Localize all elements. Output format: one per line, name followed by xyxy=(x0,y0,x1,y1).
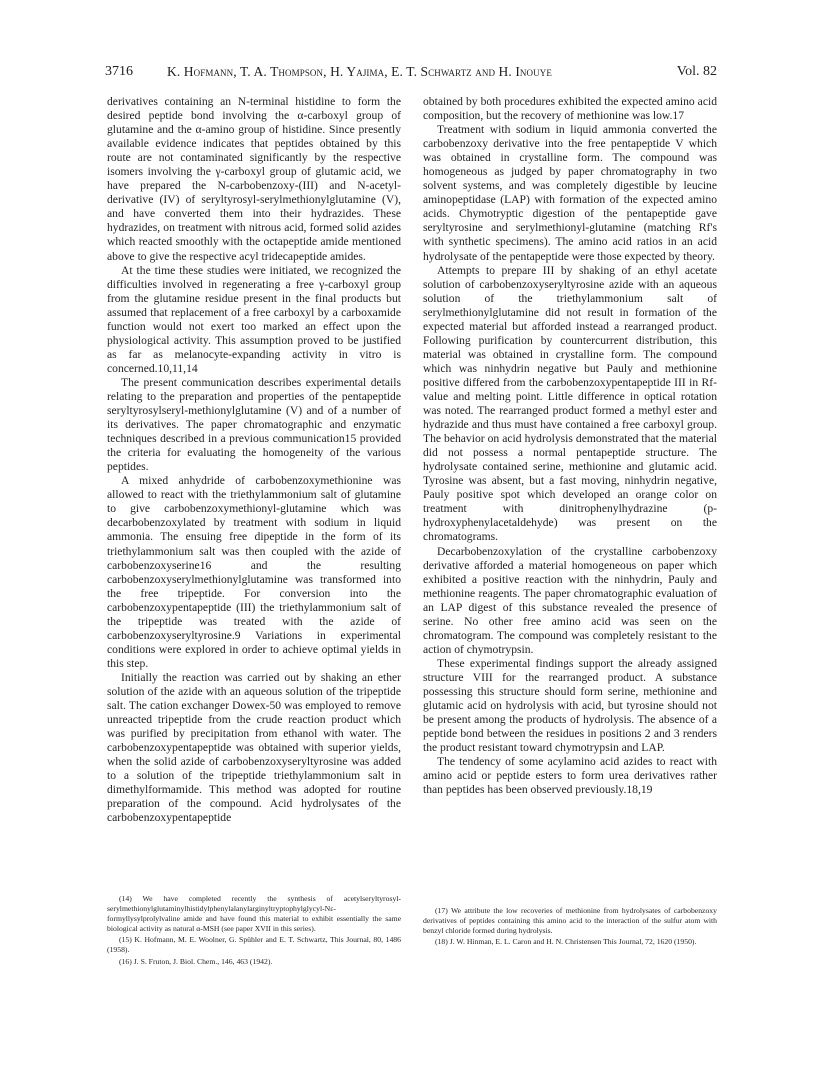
paragraph: The present communication describes experimental details relating to the preparation and properties of the pentapeptide seryltyrosylseryl-methionylglutamine (V) and of a number of its derivatives. The paper chromatographic and enzymatic techniques described in a previous communication15 provided the criteria for evaluating the homogeneity of the various peptides. xyxy=(107,375,401,474)
footnote: (14) We have completed recently the synthesis of acetylseryltyrosyl-serylmethionylglutaminylhistidylphenylalanylarginyltryptophylglycyl-Nε-formyllysylprolylvaline amide and have found this material to exhibit essentially the same biological activity as natural α-MSH (see paper XVII in this series). xyxy=(107,894,401,934)
paragraph: Treatment with sodium in liquid ammonia converted the carbobenzoxy derivative into the free pentapeptide V which was obtained in crystalline form. The compound was homogeneous as judged by paper chromatography in two solvent systems, and was completely digestible by leucine aminopeptidase (LAP) with formation of the expected amino acids. Chymotryptic digestion of the pentapeptide gave seryltyrosine and serylmethionyl-glutamine (matching Rf's with synthetic specimens). The amino acid ratios in an acid hydrolysate of the pentapeptide were those expected by theory. xyxy=(423,123,717,263)
right-column xyxy=(423,95,717,797)
paragraph: derivatives containing an N-terminal histidine to form the desired peptide bond involving the α-carboxyl group of glutamine and the α-amino group of histidine. Since presently available evidence indicates that peptides obtained by this route are not contaminated significantly by the respective isomers involving the γ-carboxyl group of glutamic acid, we have prepared the N-carbobenzoxy-(III) and N-acetyl-derivative (IV) of seryltyrosyl-serylmethionylglutamine (V), and have converted them into their hydrazides. These hydrazides, on treatment with nitrous acid, formed solid azides which reacted smoothly with the octapeptide amide mentioned above to give the respective acyl tridecapeptide amides. xyxy=(107,95,401,263)
paragraph: Decarbobenzoxylation of the crystalline carbobenzoxy derivative afforded a material homogeneous on paper which exhibited a positive reaction with the ninhydrin, Pauly and methionine reagents. The paper chromatographic evaluation of an LAP digest of this substance revealed the presence of serine. No other free amino acid was seen on the chromatogram. The compound was completely resistant to the action of chymotrypsin. xyxy=(423,544,717,656)
paragraph: These experimental findings support the already assigned structure VIII for the rearranged product. A substance possessing this structure should form serine, methionine and glutamic acid on hydrolysis with acid, but tyrosine should not be present among the products of hydrolysis. The absence of a peptide bond between the residues in positions 2 and 3 renders the product resistant toward chymotrypsin and LAP. xyxy=(423,656,717,755)
paragraph: The tendency of some acylamino acid azides to react with amino acid or peptide esters to form urea derivatives rather than peptides has been observed previously.18,19 xyxy=(423,755,717,797)
paragraph: Attempts to prepare III by shaking of an ethyl acetate solution of carbobenzoxyseryltyrosine azide with an aqueous solution of the triethylammonium salt of serylmethionylglutamine did not result in formation of the expected material but afforded instead a rearranged product. Following purification by countercurrent distribution, this material was obtained in crystalline form. The compound which was ninhydrin negative but Pauly and methionine positive differed from the carbobenzoxypentapeptide III in Rf-value and melting point. Little difference in optical rotation was noted. The rearranged product formed a methyl ester and hydrazide and thus must have contained a free carboxyl group. The behavior on acid hydrolysis demonstrated that the material did not possess a normal pentapeptide structure. The hydrolysate contained serine, methionine and glutamic acid. Tyrosine was absent, but a fast moving, ninhydrin negative, Pauly positive spot which developed an orange color on treatment with dinitrophenylhydrazine (p-hydroxyphenylacetaldehyde) was present on the chromatograms. xyxy=(423,263,717,544)
footnote: (17) We attribute the low recoveries of methionine from hydrolysates of carbobenzoxy derivatives of peptides containing this amino acid to the interaction of the sulfur atom with benzyl chloride formed during hydrolysis. xyxy=(423,906,717,936)
footnote: (15) K. Hofmann, M. E. Woolner, G. Spühler and E. T. Schwartz, This Journal, 80, 1486 (1958). xyxy=(107,935,401,955)
header-authors: K. Hofmann, T. A. Thompson, H. Yajima, E. T. Schwartz and H. Inouye xyxy=(167,64,552,79)
footnotes-left xyxy=(107,894,401,968)
footnotes-right xyxy=(423,906,717,948)
paragraph: At the time these studies were initiated, we recognized the difficulties involved in regenerating a free γ-carboxyl group from the glutamine residue present in the final products but assumed that replacement of a free carboxyl by a carboxamide function would not exert too marked an effect upon the physiological activity. This assumption proved to be justified as far as melanocyte-expanding activity in vitro is concerned.10,11,14 xyxy=(107,263,401,375)
footnote: (18) J. W. Hinman, E. L. Caron and H. N. Christensen This Journal, 72, 1620 (1950). xyxy=(435,937,697,947)
footnote: (16) J. S. Fruton, J. Biol. Chem., 146, 463 (1942). xyxy=(119,956,273,966)
page-number: 3716 xyxy=(105,64,133,79)
paragraph: A mixed anhydride of carbobenzoxymethionine was allowed to react with the triethylammonium salt of glutamine to give carbobenzoxymethionyl-glutamine which was decarbobenzoxylated by treatment with sodium in liquid ammonia. The ensuing free dipeptide in the form of its triethylammonium salt was then coupled with the azide of carbobenzoxyserine16 and the resulting carbobenzoxyserylmethionylglutamine was transformed into the free tripeptide. For conversion into the carbobenzoxypentapeptide (III) the triethylammonium salt of the tripeptide was treated with the azide of carbobenzoxyseryltyrosine.9 Variations in experimental conditions were explored in order to achieve optimal yields in this step. xyxy=(107,474,401,670)
left-column xyxy=(107,95,401,825)
running-header xyxy=(105,64,717,84)
volume-number: Vol. 82 xyxy=(676,64,717,79)
paragraph: Initially the reaction was carried out by shaking an ether solution of the azide with an aqueous solution of the tripeptide salt. The cation exchanger Dowex-50 was employed to remove unreacted tripeptide from the crude reaction product which was purified by precipitation from ethanol with water. The carbobenzoxypentapeptide was obtained with superior yields, when the solid azide of carbobenzoxyseryltyrosine was added to a solution of the tripeptide triethylammonium salt in dimethylformamide. This method was adopted for routine preparation of the compound. Acid hydrolysates of the carbobenzoxypentapeptide xyxy=(107,670,401,825)
paragraph: obtained by both procedures exhibited the expected amino acid composition, but the recovery of methionine was low.17 xyxy=(423,95,717,123)
